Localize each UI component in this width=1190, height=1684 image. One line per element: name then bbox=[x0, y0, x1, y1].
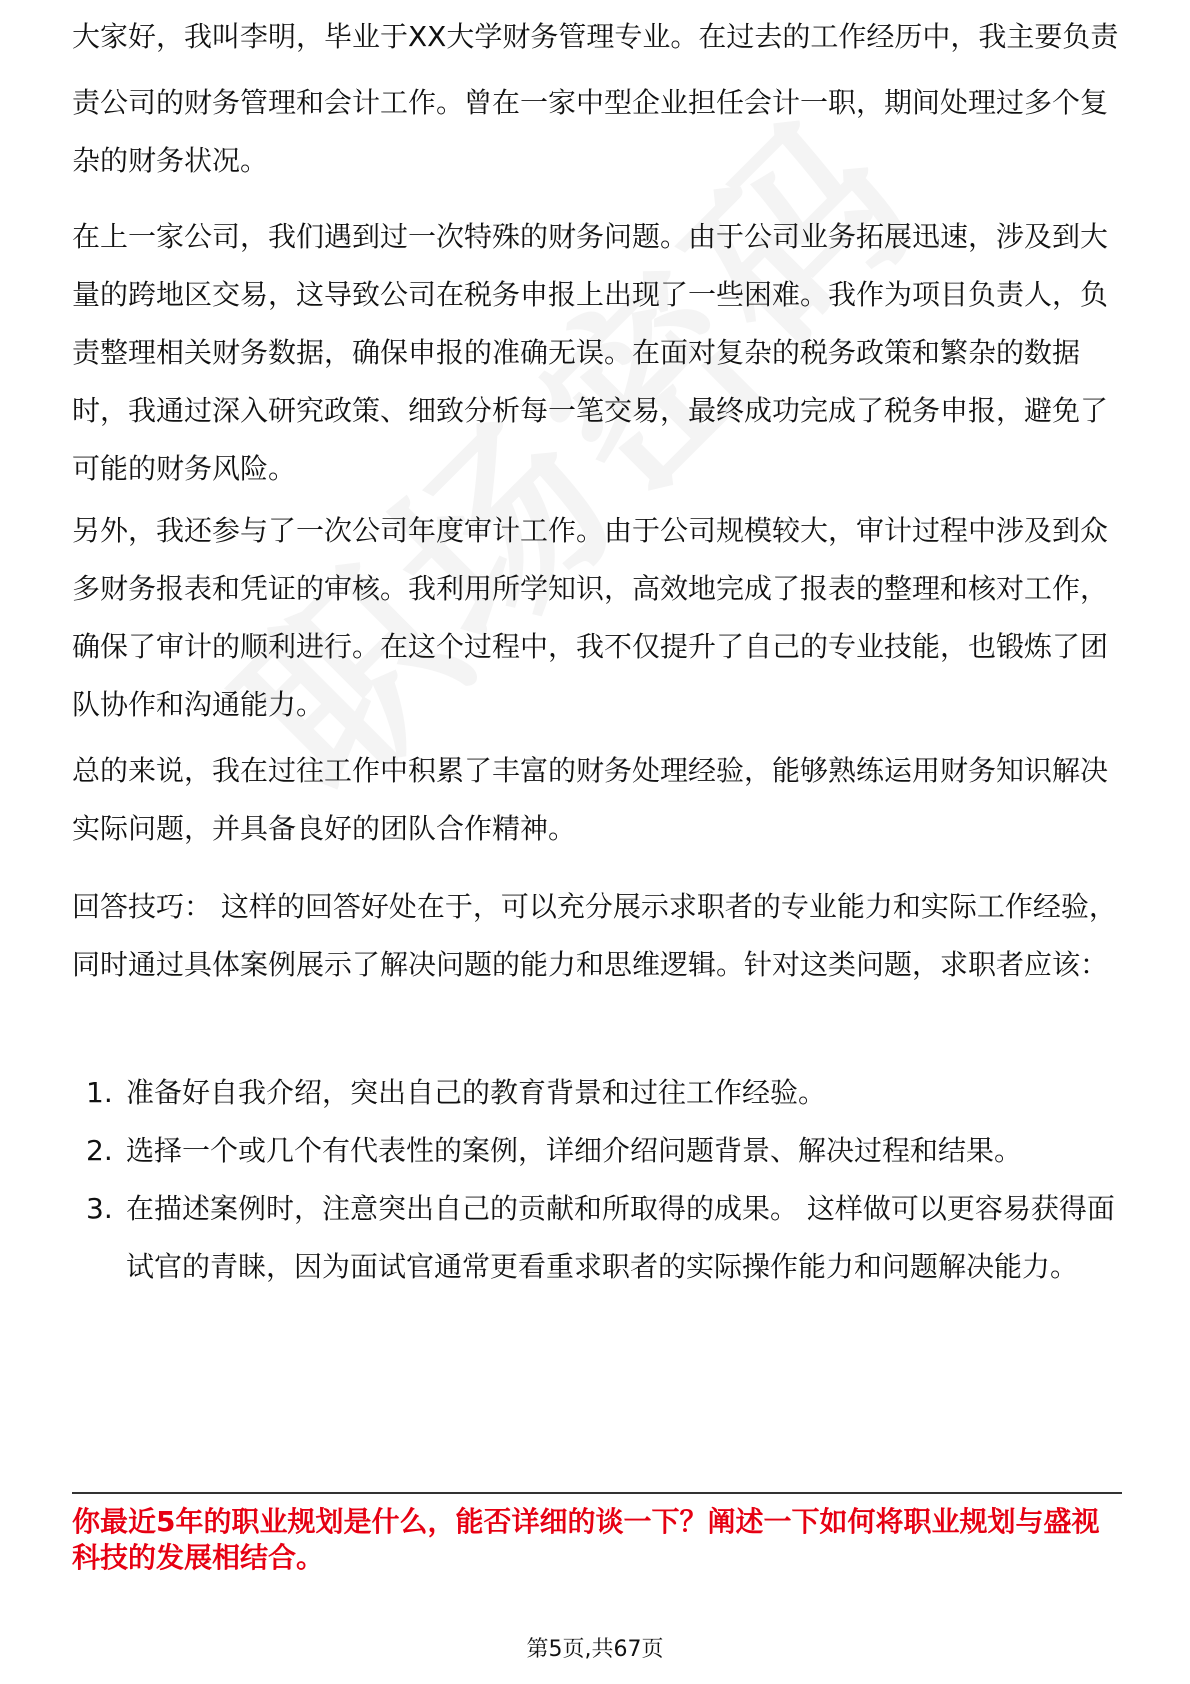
list-item bbox=[72, 1180, 1122, 1296]
page-number: 第5页,共67页 bbox=[526, 1637, 664, 1662]
cut-off-line: 大家好，我叫李明，毕业于XX大学财务管理专业。在过去的工作经历中，我主要负责 bbox=[72, 20, 1119, 53]
list-number: 3. bbox=[86, 1192, 113, 1225]
tips-list bbox=[72, 1064, 1122, 1296]
list-text: 选择一个或几个有代表性的案例，详细介绍问题背景、解决过程和结果。 bbox=[126, 1134, 1023, 1167]
list-number: 1. bbox=[86, 1076, 113, 1109]
divider bbox=[72, 1492, 1122, 1494]
list-item bbox=[72, 1122, 1122, 1180]
paragraph-tips: 回答技巧： 这样的回答好处在于，可以充分展示求职者的专业能力和实际工作经验，同时通过具体案例展示了解决问题的能力和思维逻辑。针对这类问题，求职者应该： bbox=[72, 890, 1117, 981]
paragraph-summary: 总的来说，我在过往工作中积累了丰富的财务处理经验，能够熟练运用财务知识解决实际问题，并具备良好的团队合作精神。 bbox=[72, 754, 1109, 845]
next-question-heading: 你最近5年的职业规划是什么，能否详细的谈一下？阐述一下如何将职业规划与盛视科技的发展相结合。 bbox=[72, 1505, 1100, 1574]
paragraph-tax-case: 在上一家公司，我们遇到过一次特殊的财务问题。由于公司业务拓展迅速，涉及到大量的跨地区交易，这导致公司在税务申报上出现了一些困难。我作为项目负责人，负责整理相关财务数据，确保申报的准确无误。在面对复杂的税务政策和繁杂的数据时，我通过深入研究政策、细致分析每一笔交易，最终成功完成了税务申报，避免了可能的财务风险。 bbox=[72, 220, 1109, 485]
paragraph-intro: 责公司的财务管理和会计工作。曾在一家中型企业担任会计一职，期间处理过多个复杂的财务状况。 bbox=[72, 86, 1109, 177]
paragraph-audit-case: 另外，我还参与了一次公司年度审计工作。由于公司规模较大，审计过程中涉及到众多财务报表和凭证的审核。我利用所学知识，高效地完成了报表的整理和核对工作，确保了审计的顺利进行。在这个过程中，我不仅提升了自己的专业技能，也锻炼了团队协作和沟通能力。 bbox=[72, 514, 1109, 721]
list-text: 准备好自我介绍，突出自己的教育背景和过往工作经验。 bbox=[126, 1076, 827, 1109]
list-item bbox=[72, 1064, 1122, 1122]
list-text: 在描述案例时，注意突出自己的贡献和所取得的成果。 这样做可以更容易获得面试官的青睐，因为面试官通常更看重求职者的实际操作能力和问题解决能力。 bbox=[126, 1192, 1115, 1283]
list-number: 2. bbox=[86, 1134, 113, 1167]
